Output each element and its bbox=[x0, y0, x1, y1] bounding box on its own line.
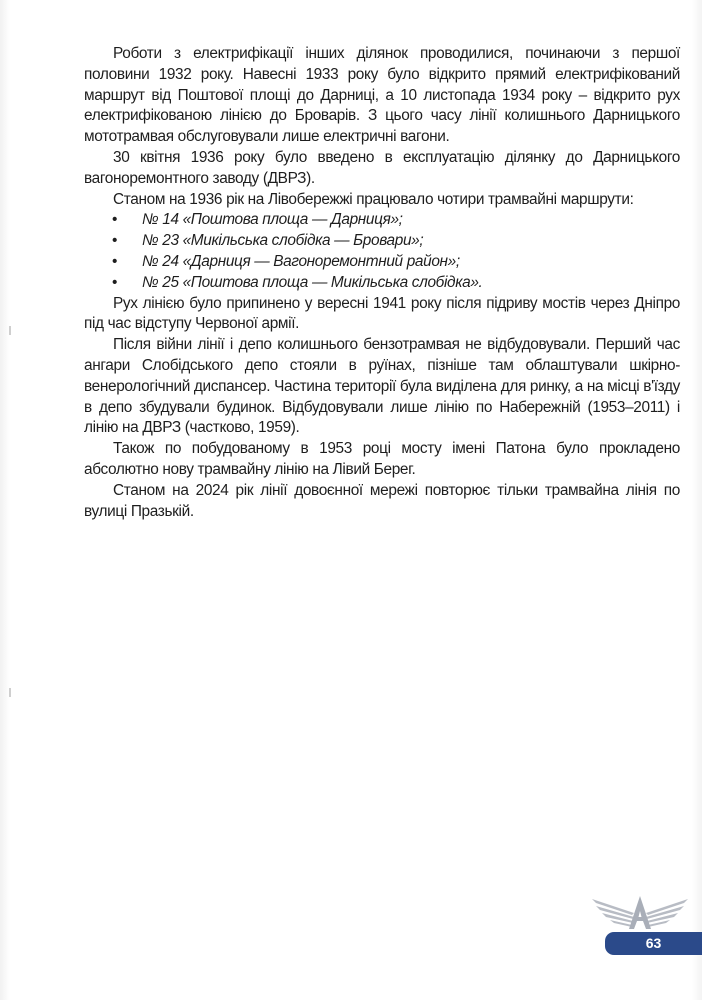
route-label: № 14 «Поштова площа — Дарниця»; bbox=[142, 211, 403, 229]
paragraph-paton-bridge: Також по побудованому в 1953 році мосту імені Патона було прокладено абсолютно нову трамвайну лінію на Лівий Берег. bbox=[84, 440, 680, 478]
paragraph-2024-status: Станом на 2024 рік лінії довоєнної мережі повторює тільки трамвайна лінія по вулиці Празькій. bbox=[84, 481, 680, 520]
route-label: № 24 «Дарниця — Вагоноремонтний район»; bbox=[142, 252, 460, 270]
paragraph-electrification: Роботи з електрифікації інших ділянок проводилися, починаючи з першої половини 1932 року. Навесні 1933 року було відкрито прямий електрифікований маршрут від Поштової площі до Дарниці, а 10 листопада 1934 року – відкрито рух електрифікованою лінією до Броварів. З цього часу лінії колишнього Дарницького мототрамвая обслуговували лише електричні вагони. bbox=[84, 45, 680, 146]
binding-mark bbox=[9, 326, 11, 335]
winged-a-emblem-icon bbox=[590, 893, 690, 931]
bullet-icon: • bbox=[112, 252, 118, 270]
bullet-icon: • bbox=[112, 211, 118, 229]
list-item bbox=[84, 210, 680, 231]
route-label: № 25 «Поштова площа — Микільська слобідка». bbox=[142, 273, 483, 291]
list-item bbox=[84, 231, 680, 252]
list-item bbox=[84, 273, 680, 294]
route-label: № 23 «Микільська слобідка — Бровари»; bbox=[142, 232, 424, 250]
page-number: 63 bbox=[645, 935, 662, 951]
bullet-icon: • bbox=[112, 273, 118, 291]
page-number-tab bbox=[605, 932, 702, 955]
paragraph-closure-1941: Рух лінією було припинено у вересні 1941 року після підриву мостів через Дніпро під час відступу Червоної армії. bbox=[84, 294, 680, 333]
paragraph-dvrz-section: 30 квітня 1936 року було введено в експлуатацію ділянку до Дарницького вагоноремонтного заводу (ДВРЗ). bbox=[84, 148, 680, 187]
routes-list bbox=[84, 210, 680, 293]
paragraph-routes-intro: Станом на 1936 рік на Лівобережжі працювало чотири трамвайні маршрути: bbox=[113, 190, 634, 208]
page-body bbox=[84, 44, 680, 522]
binding-mark bbox=[9, 688, 11, 697]
bullet-icon: • bbox=[112, 232, 118, 250]
paragraph-postwar: Після війни лінії і депо колишнього бензотрамвая не відбудовували. Перший час ангари Слобідського депо стояли в руїнах, пізніше там облаштували шкірно-венерологічний диспансер. Частина території була виділена для ринку, а на місці в'їзду в депо збудували будинок. Відбудовували лише лінію по Набережній (1953–2011) і лінію на ДВРЗ (частково, 1959). bbox=[84, 336, 680, 437]
list-item bbox=[84, 252, 680, 273]
